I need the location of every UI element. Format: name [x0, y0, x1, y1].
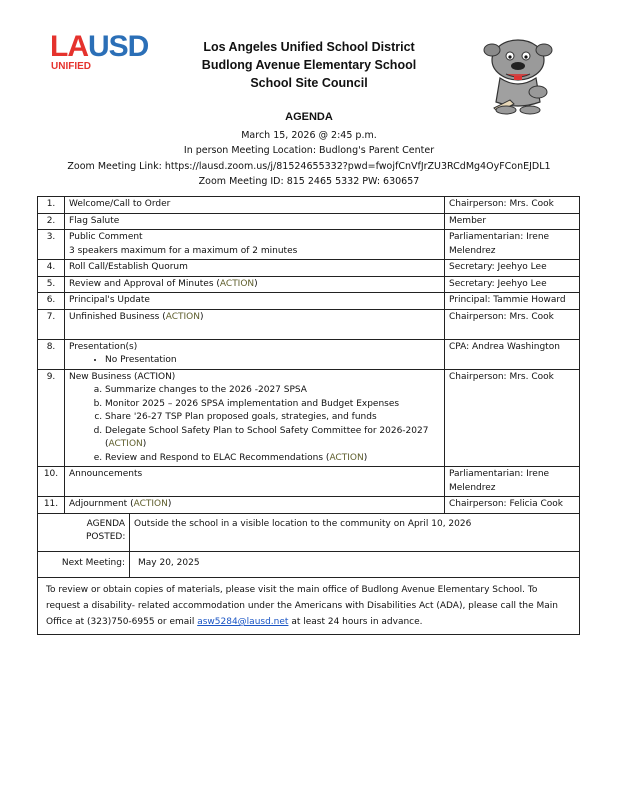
- list-item-text: Review and Respond to ELAC Recommendations: [105, 452, 324, 463]
- item-number: 3.: [38, 230, 65, 260]
- item-number: 9.: [38, 369, 65, 467]
- meeting-location: In person Meeting Location: Budlong's Parent Center: [183, 145, 435, 156]
- agenda-row: [38, 467, 580, 497]
- logo-text-la: LA: [50, 30, 88, 63]
- item-person: Parliamentarian: Irene Melendrez: [445, 230, 580, 260]
- email-link[interactable]: asw5284@lausd.net: [197, 617, 289, 627]
- logo-subtext: UNIFIED: [51, 61, 91, 72]
- item-title: Review and Approval of Minutes: [69, 278, 214, 289]
- next-meeting-row: [38, 551, 580, 578]
- item-title: Principal's Update: [65, 293, 445, 310]
- agenda-row: [38, 309, 580, 339]
- item-title: Presentation(s): [69, 341, 138, 352]
- item-person: Parliamentarian: Irene Melendrez: [445, 467, 580, 497]
- note-row: [38, 578, 580, 635]
- accommodation-note: [38, 578, 580, 635]
- action-tag: ACTION: [165, 311, 200, 322]
- item-cell: [65, 339, 445, 369]
- action-tag: ACTION: [329, 452, 364, 463]
- list-item: • No Presentation: [105, 354, 440, 368]
- item-title: Roll Call/Establish Quorum: [65, 260, 445, 277]
- list-item: c. Share '26-27 TSP Plan proposed goals, strategies, and funds: [105, 411, 440, 425]
- school-name: Budlong Avenue Elementary School: [201, 58, 417, 72]
- item-person: Chairperson: Mrs. Cook: [445, 309, 580, 339]
- item-number: 7.: [38, 309, 65, 339]
- agenda-row: [38, 369, 580, 467]
- item-title: Flag Salute: [65, 213, 445, 230]
- item-person: Chairperson: Mrs. Cook: [445, 197, 580, 214]
- action-tag: ACTION: [219, 278, 255, 289]
- item-title: Adjournment: [69, 499, 128, 509]
- posted-value: Outside the school in a visible location to the community on April 10, 2026: [130, 513, 580, 551]
- agenda-row: [38, 497, 580, 514]
- agenda-row: [38, 213, 580, 230]
- item-number: 2.: [38, 213, 65, 230]
- action-tag: ACTION: [133, 499, 168, 509]
- action-tag: ACTION: [108, 439, 143, 449]
- note-text: To review or obtain copies of materials, please visit the main office of Budlong Avenue Elementary School. To request a disability- related accommodation under the Americans with Disabilities Act (ADA), please call the Main Office at (323)750-6955 or email: [46, 585, 558, 627]
- agenda-row: [38, 197, 580, 214]
- item-title: Unfinished Business: [69, 311, 160, 322]
- agenda-row: [38, 260, 580, 277]
- item-title: Public Comment: [69, 232, 143, 242]
- next-meeting-label: Next Meeting:: [38, 551, 130, 578]
- council-name: School Site Council: [250, 76, 368, 90]
- agenda-row: [38, 293, 580, 310]
- item-number: 6.: [38, 293, 65, 310]
- item-person: Secretary: Jeehyo Lee: [445, 260, 580, 277]
- next-meeting-value: May 20, 2025: [130, 551, 580, 578]
- item-detail: 3 speakers maximum for a maximum of 2 minutes: [69, 245, 298, 256]
- posted-label: AGENDA POSTED:: [38, 513, 130, 551]
- posted-row: [38, 513, 580, 551]
- list-item: e. Review and Respond to ELAC Recommendations (ACTION): [105, 452, 440, 466]
- agenda-row: [38, 230, 580, 260]
- item-title: Announcements: [65, 467, 445, 497]
- item-cell: Review and Approval of Minutes (ACTION): [65, 276, 445, 293]
- list-item: d. Delegate School Safety Plan to School Safety Committee for 2026-2027 (ACTION): [105, 425, 440, 452]
- item-number: 1.: [38, 197, 65, 214]
- logo-text-usd: USD: [88, 30, 149, 63]
- agenda-title: AGENDA: [285, 111, 333, 123]
- item-number: 8.: [38, 339, 65, 369]
- agenda-row: [38, 276, 580, 293]
- item-person: Chairperson: Mrs. Cook: [445, 369, 580, 467]
- item-number: 10.: [38, 467, 65, 497]
- agenda-table: [37, 196, 580, 635]
- district-name: Los Angeles Unified School District: [203, 40, 415, 54]
- note-tail: at least 24 hours in advance.: [291, 617, 423, 627]
- document-header: [0, 38, 618, 92]
- item-person: Principal: Tammie Howard: [445, 293, 580, 310]
- zoom-id: Zoom Meeting ID: 815 2465 5332 PW: 630657: [198, 176, 420, 187]
- meeting-datetime: March 15, 2026 @ 2:45 p.m.: [241, 129, 377, 141]
- item-number: 11.: [38, 497, 65, 514]
- item-cell: Unfinished Business (ACTION): [65, 309, 445, 339]
- item-person: Secretary: Jeehyo Lee: [445, 276, 580, 293]
- list-item: b. Monitor 2025 – 2026 SPSA implementation and Budget Expenses: [105, 398, 440, 412]
- zoom-link[interactable]: Zoom Meeting Link: https://lausd.zoom.us/j/81524655332?pwd=fwojfCnVfJrZU3RCdMg4OyFConEJDL1: [67, 160, 551, 172]
- item-person: Member: [445, 213, 580, 230]
- meeting-info: [0, 110, 618, 190]
- agenda-row: [38, 339, 580, 369]
- item-cell: Adjournment (ACTION): [65, 497, 445, 514]
- item-number: 5.: [38, 276, 65, 293]
- item-person: Chairperson: Felicia Cook: [445, 497, 580, 514]
- item-number: 4.: [38, 260, 65, 277]
- item-person: CPA: Andrea Washington: [445, 339, 580, 369]
- item-title: New Business (ACTION): [69, 371, 176, 382]
- item-cell: [65, 230, 445, 260]
- item-cell: [65, 369, 445, 467]
- list-item-text: Delegate School Safety Plan to School Safety Committee for 2026-2027: [105, 425, 429, 436]
- item-title: Welcome/Call to Order: [65, 197, 445, 214]
- list-item: a. Summarize changes to the 2026 -2027 SPSA: [105, 384, 440, 398]
